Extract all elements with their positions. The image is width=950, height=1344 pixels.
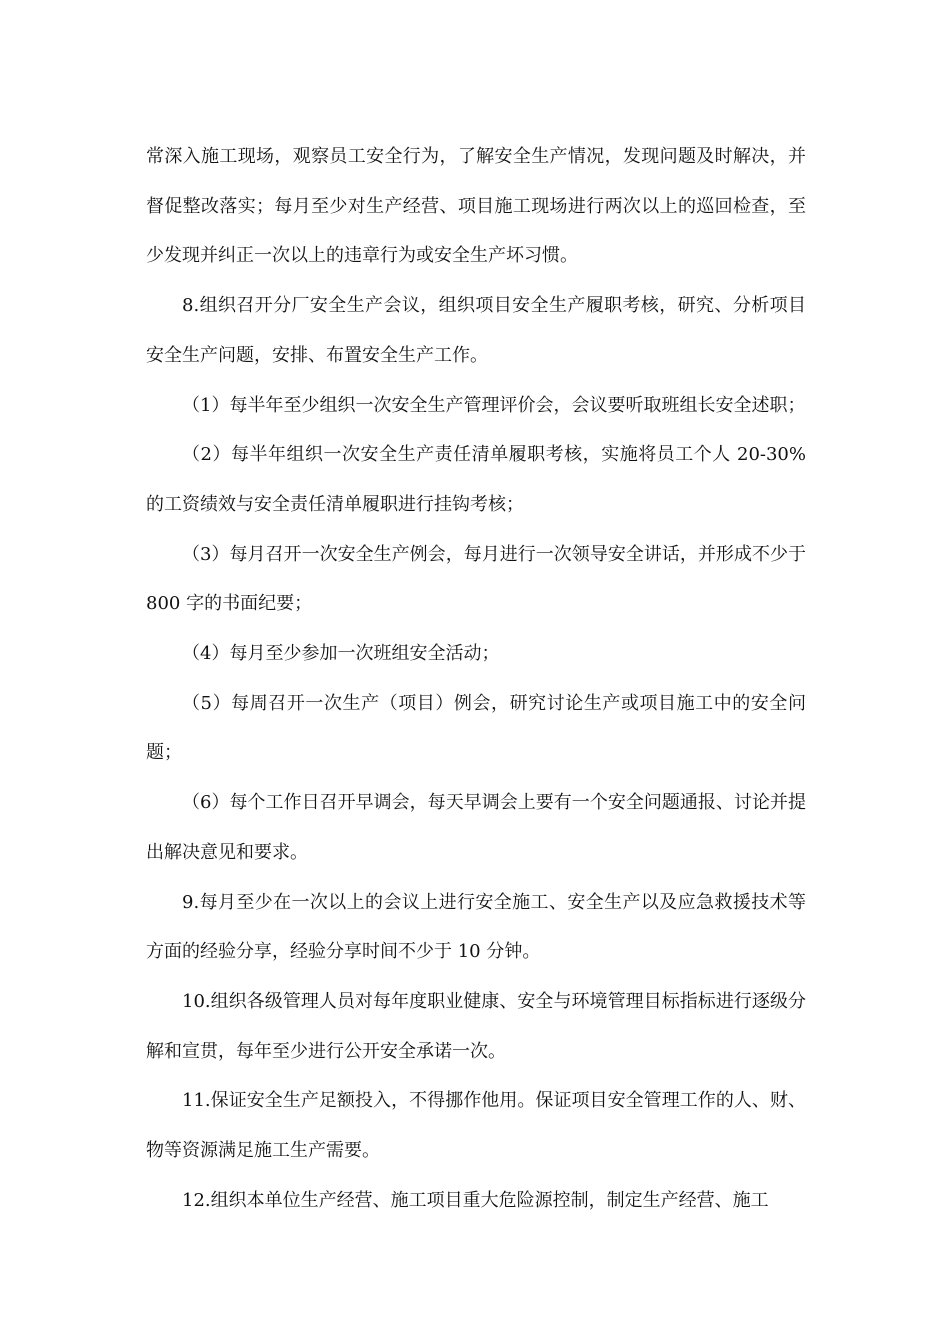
paragraph-item-12: 12.组织本单位生产经营、施工项目重大危险源控制，制定生产经营、施工 <box>182 1189 769 1211</box>
paragraph-sub-item-4: （4）每月至少参加一次班组安全活动； <box>182 643 500 665</box>
paragraph-sub-item-1: （1）每半年至少组织一次安全生产管理评价会，会议要听取班组长安全述职； <box>182 394 806 416</box>
paragraph-item-10: 10.组织各级管理人员对每年度职业健康、安全与环境管理目标指标进行逐级分解和宣贯，每年至少进行公开安全承诺一次。 <box>146 990 806 1062</box>
paragraph-item-9: 9.每月至少在一次以上的会议上进行安全施工、安全生产以及应急救援技术等方面的经验分享，经验分享时间不少于 10 分钟。 <box>146 891 806 963</box>
paragraph-continuation: 常深入施工现场，观察员工安全行为，了解安全生产情况，发现问题及时解决，并督促整改落实；每月至少对生产经营、项目施工现场进行两次以上的巡回检查，至少发现并纠正一次以上的违章行为或安全生产坏习惯。 <box>146 146 806 267</box>
paragraph-sub-item-2: （2）每半年组织一次安全生产责任清单履职考核，实施将员工个人 20-30%的工资绩效与安全责任清单履职进行挂钩考核； <box>146 444 806 515</box>
paragraph-item-8: 8.组织召开分厂安全生产会议，组织项目安全生产履职考核，研究、分析项目安全生产问题，安排、布置安全生产工作。 <box>146 295 806 366</box>
document-body <box>146 132 806 1225</box>
paragraph-sub-item-6: （6）每个工作日召开早调会，每天早调会上要有一个安全问题通报、讨论并提出解决意见和要求。 <box>146 792 806 863</box>
paragraph-sub-item-5: （5）每周召开一次生产（项目）例会，研究讨论生产或项目施工中的安全问题； <box>146 692 806 764</box>
paragraph-sub-item-3: （3）每月召开一次安全生产例会，每月进行一次领导安全讲话，并形成不少于 800 字的书面纪要； <box>146 543 806 615</box>
paragraph-item-11: 11.保证安全生产足额投入，不得挪作他用。保证项目安全管理工作的人、财、物等资源满足施工生产需要。 <box>146 1090 806 1162</box>
